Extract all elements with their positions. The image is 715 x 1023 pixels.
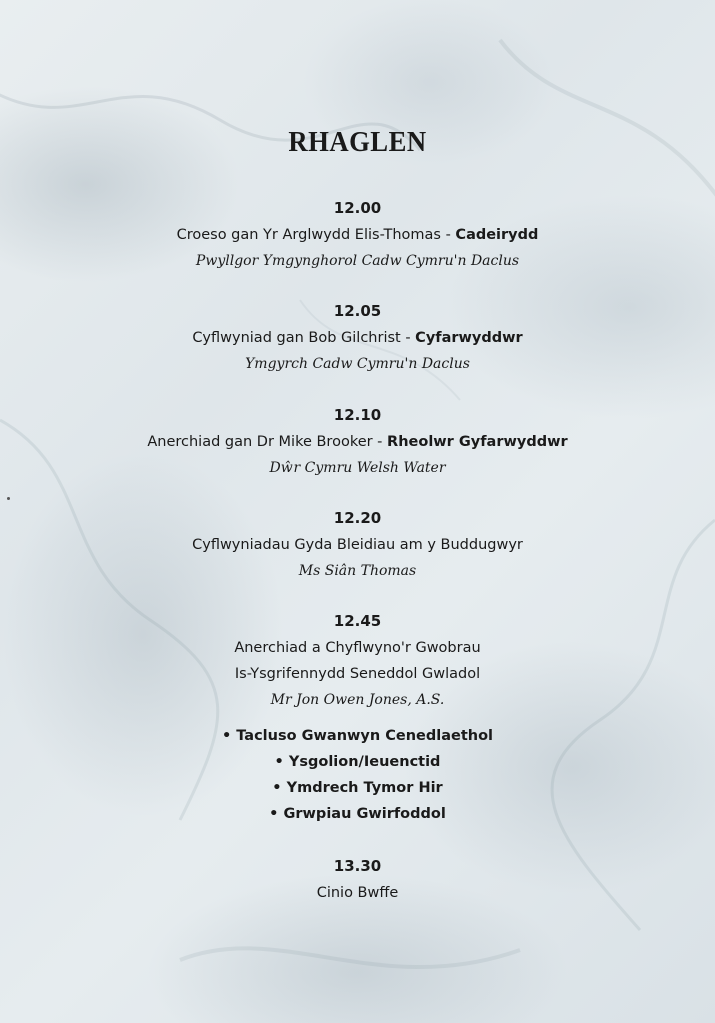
schedule-item-1220 <box>0 505 715 584</box>
organisation-line: Pwyllgor Ymgynghorol Cadw Cymru'n Daclus <box>195 253 520 269</box>
award-item: • Tacluso Gwanwyn Cenedlaethol <box>221 728 494 744</box>
role-label: Cyfarwyddwr <box>415 330 523 346</box>
award-item: • Ymdrech Tymor Hir <box>272 780 443 796</box>
event-line: Croeso gan Yr Arglwydd Elis-Thomas - Cadeirydd <box>176 227 539 243</box>
awards-list <box>0 723 715 827</box>
time-label: 12.45 <box>333 612 382 630</box>
award-item: • Grwpiau Gwirfoddol <box>269 806 446 822</box>
schedule-item-1205 <box>0 298 715 377</box>
award-item: • Ysgolion/Ieuenctid <box>274 754 441 770</box>
event-line: Cinio Bwffe <box>316 885 399 901</box>
schedule-item-1330 <box>0 853 715 906</box>
event-line: Anerchiad gan Dr Mike Brooker - Rheolwr Gyfarwyddwr <box>147 434 568 450</box>
event-line: Anerchiad a Chyflwyno'r Gwobrau <box>234 640 481 656</box>
schedule-item-1200 <box>0 195 715 274</box>
speaker-title-line: Is-Ysgrifennydd Seneddol Gwladol <box>234 666 481 682</box>
organisation-line: Ymgyrch Cadw Cymru'n Daclus <box>245 356 470 372</box>
schedule-item-1210 <box>0 402 715 481</box>
time-label: 12.05 <box>333 302 382 320</box>
time-label: 13.30 <box>333 857 382 875</box>
schedule-item-1245 <box>0 608 715 713</box>
speaker-name-line: Mr Jon Owen Jones, A.S. <box>270 692 445 708</box>
time-label: 12.00 <box>333 199 382 217</box>
event-line: Cyflwyniadau Gyda Bleidiau am y Buddugwyr <box>192 537 523 553</box>
time-label: 12.20 <box>333 509 382 527</box>
event-line: Cyflwyniad gan Bob Gilchrist - Cyfarwyddwr <box>192 330 523 346</box>
organisation-line: Dŵr Cymru Welsh Water <box>269 460 446 476</box>
time-label: 12.10 <box>333 406 382 424</box>
role-label: Rheolwr Gyfarwyddwr <box>387 434 568 450</box>
speck <box>7 497 10 500</box>
page-title: RHAGLEN <box>288 126 427 158</box>
role-label: Cadeirydd <box>455 227 539 243</box>
presenter-line: Ms Siân Thomas <box>298 563 417 579</box>
